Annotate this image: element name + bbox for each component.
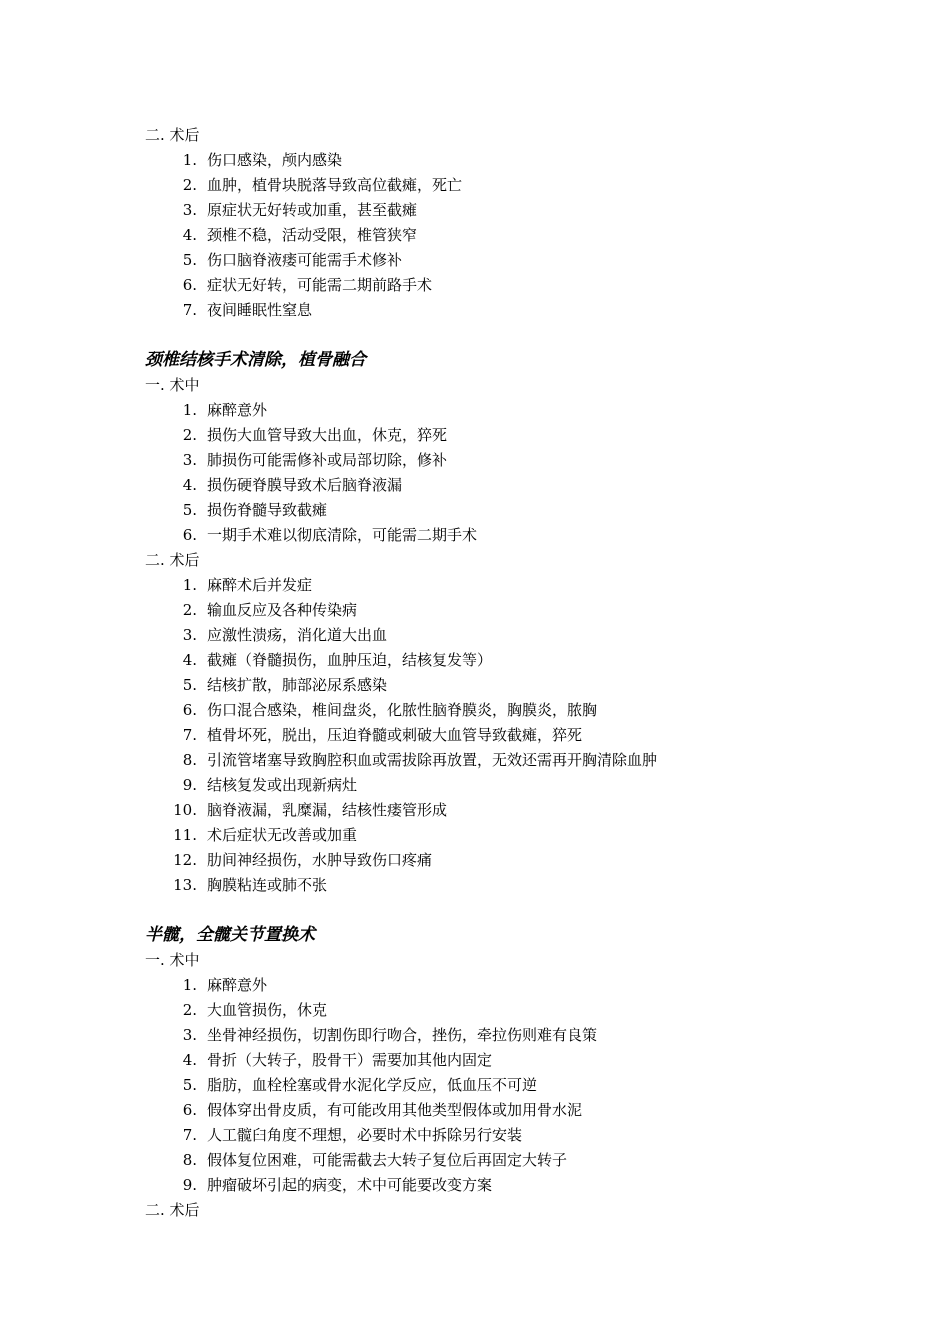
list-item-number: 7. (182, 301, 197, 319)
list-item-text: 肺损伤可能需修补或局部切除，修补 (207, 451, 448, 469)
list-item-text: 假体复位困难，可能需截去大转子复位后再固定大转子 (207, 1151, 568, 1169)
list-item-number: 7. (182, 1126, 197, 1144)
list-item (145, 1023, 845, 1048)
list-item (145, 148, 845, 173)
list-item-text: 夜间睡眠性窒息 (207, 301, 313, 319)
list-item-number: 8. (182, 751, 197, 769)
list-item-text: 截瘫（脊髓损伤，血肿压迫，结核复发等） (207, 651, 493, 669)
list-item-number: 2. (182, 176, 197, 194)
list-item-text: 脂肪，血栓栓塞或骨水泥化学反应，低血压不可逆 (207, 1076, 538, 1094)
list-item (145, 473, 845, 498)
list-item-text: 假体穿出骨皮质，有可能改用其他类型假体或加用骨水泥 (207, 1101, 583, 1119)
list-item-number: 4. (182, 651, 197, 669)
list-item-text: 结核扩散，肺部泌尿系感染 (207, 676, 388, 694)
section-title: 颈椎结核手术清除，植骨融合 (145, 350, 366, 370)
list-item-text: 损伤大血管导致大出血，休克，猝死 (207, 426, 448, 444)
list-item-text: 症状无好转，可能需二期前路手术 (207, 276, 433, 294)
list-item (145, 1073, 845, 1098)
list-item (145, 523, 845, 548)
list-item (145, 598, 845, 623)
list-item-text: 应激性溃疡，消化道大出血 (207, 626, 388, 644)
list-item-text: 植骨坏死，脱出，压迫脊髓或刺破大血管导致截瘫，猝死 (207, 726, 583, 744)
list-item (145, 1098, 845, 1123)
subsection-heading: 二. 术后 (145, 1201, 200, 1219)
list-item (145, 498, 845, 523)
list-item-number: 5. (182, 501, 197, 519)
list-item-number: 13. (173, 876, 197, 894)
list-item (145, 273, 845, 298)
list-item-number: 8. (182, 1151, 197, 1169)
list-item (145, 198, 845, 223)
list-item-number: 11. (173, 826, 197, 844)
section-title: 半髋，全髋关节置换术 (145, 925, 315, 945)
list-item-number: 1. (182, 401, 197, 419)
list-item (145, 723, 845, 748)
list-item (145, 1148, 845, 1173)
list-item-number: 3. (182, 201, 197, 219)
list-item-text: 血肿，植骨块脱落导致高位截瘫，死亡 (207, 176, 463, 194)
list-item-number: 4. (182, 1051, 197, 1069)
list-item-text: 术后症状无改善或加重 (207, 826, 358, 844)
list-item-number: 4. (182, 476, 197, 494)
list-item-text: 大血管损伤，休克 (207, 1001, 328, 1019)
list-item-text: 一期手术难以彻底清除，可能需二期手术 (207, 526, 478, 544)
list-item-number: 6. (182, 526, 197, 544)
list-item-text: 骨折（大转子，股骨干）需要加其他内固定 (207, 1051, 493, 1069)
subsection-heading: 一. 术中 (145, 376, 200, 394)
list-item-number: 6. (182, 1101, 197, 1119)
list-item-number: 6. (182, 701, 197, 719)
list-item (145, 648, 845, 673)
list-item (145, 398, 845, 423)
subsection-heading: 二. 术后 (145, 126, 200, 144)
list-item (145, 1048, 845, 1073)
list-item-number: 3. (182, 1026, 197, 1044)
list-item-text: 伤口混合感染，椎间盘炎，化脓性脑脊膜炎，胸膜炎，脓胸 (207, 701, 598, 719)
list-item (145, 798, 845, 823)
list-item-number: 5. (182, 251, 197, 269)
list-item-text: 坐骨神经损伤，切割伤即行吻合，挫伤，牵拉伤则难有良策 (207, 1026, 598, 1044)
list-item-text: 输血反应及各种传染病 (207, 601, 358, 619)
list-item (145, 698, 845, 723)
list-item-text: 结核复发或出现新病灶 (207, 776, 358, 794)
list-item (145, 973, 845, 998)
list-item (145, 998, 845, 1023)
list-item (145, 1123, 845, 1148)
list-item-text: 麻醉意外 (207, 976, 268, 994)
list-item-text: 伤口脑脊液瘘可能需手术修补 (207, 251, 403, 269)
list-item-text: 胸膜粘连或肺不张 (207, 876, 328, 894)
list-item-number: 9. (182, 1176, 197, 1194)
list-item (145, 173, 845, 198)
list-item-number: 4. (182, 226, 197, 244)
list-item-text: 颈椎不稳，活动受限，椎管狭窄 (207, 226, 418, 244)
list-item (145, 848, 845, 873)
list-item-number: 3. (182, 626, 197, 644)
list-item (145, 423, 845, 448)
list-item-number: 5. (182, 676, 197, 694)
list-item-number: 2. (182, 426, 197, 444)
list-item (145, 623, 845, 648)
list-item-number: 1. (182, 976, 197, 994)
list-item-text: 伤口感染，颅内感染 (207, 151, 343, 169)
list-item-text: 肿瘤破坏引起的病变，术中可能要改变方案 (207, 1176, 493, 1194)
list-item-text: 损伤硬脊膜导致术后脑脊液漏 (207, 476, 403, 494)
list-item (145, 1173, 845, 1198)
list-item-number: 2. (182, 1001, 197, 1019)
subsection-heading: 二. 术后 (145, 551, 200, 569)
list-item-text: 麻醉术后并发症 (207, 576, 313, 594)
list-item-text: 损伤脊髓导致截瘫 (207, 501, 328, 519)
list-item (145, 873, 845, 898)
list-item (145, 773, 845, 798)
list-item (145, 223, 845, 248)
list-item-text: 原症状无好转或加重，甚至截瘫 (207, 201, 418, 219)
document-body (145, 123, 845, 1223)
list-item-number: 1. (182, 576, 197, 594)
list-item-number: 1. (182, 151, 197, 169)
list-item-text: 人工髋臼角度不理想，必要时术中拆除另行安装 (207, 1126, 523, 1144)
list-item (145, 248, 845, 273)
list-item-number: 2. (182, 601, 197, 619)
list-item (145, 448, 845, 473)
list-item-text: 脑脊液漏，乳糜漏，结核性瘘管形成 (207, 801, 448, 819)
list-item-text: 肋间神经损伤，水肿导致伤口疼痛 (207, 851, 433, 869)
list-item-number: 12. (173, 851, 197, 869)
list-item-number: 5. (182, 1076, 197, 1094)
list-item-number: 10. (173, 801, 197, 819)
list-item (145, 673, 845, 698)
list-item-number: 9. (182, 776, 197, 794)
list-item (145, 298, 845, 323)
list-item (145, 573, 845, 598)
list-item (145, 823, 845, 848)
list-item-number: 7. (182, 726, 197, 744)
list-item-number: 6. (182, 276, 197, 294)
list-item-number: 3. (182, 451, 197, 469)
subsection-heading: 一. 术中 (145, 951, 200, 969)
list-item-text: 引流管堵塞导致胸腔积血或需拔除再放置，无效还需再开胸清除血肿 (207, 751, 658, 769)
list-item (145, 748, 845, 773)
list-item-text: 麻醉意外 (207, 401, 268, 419)
